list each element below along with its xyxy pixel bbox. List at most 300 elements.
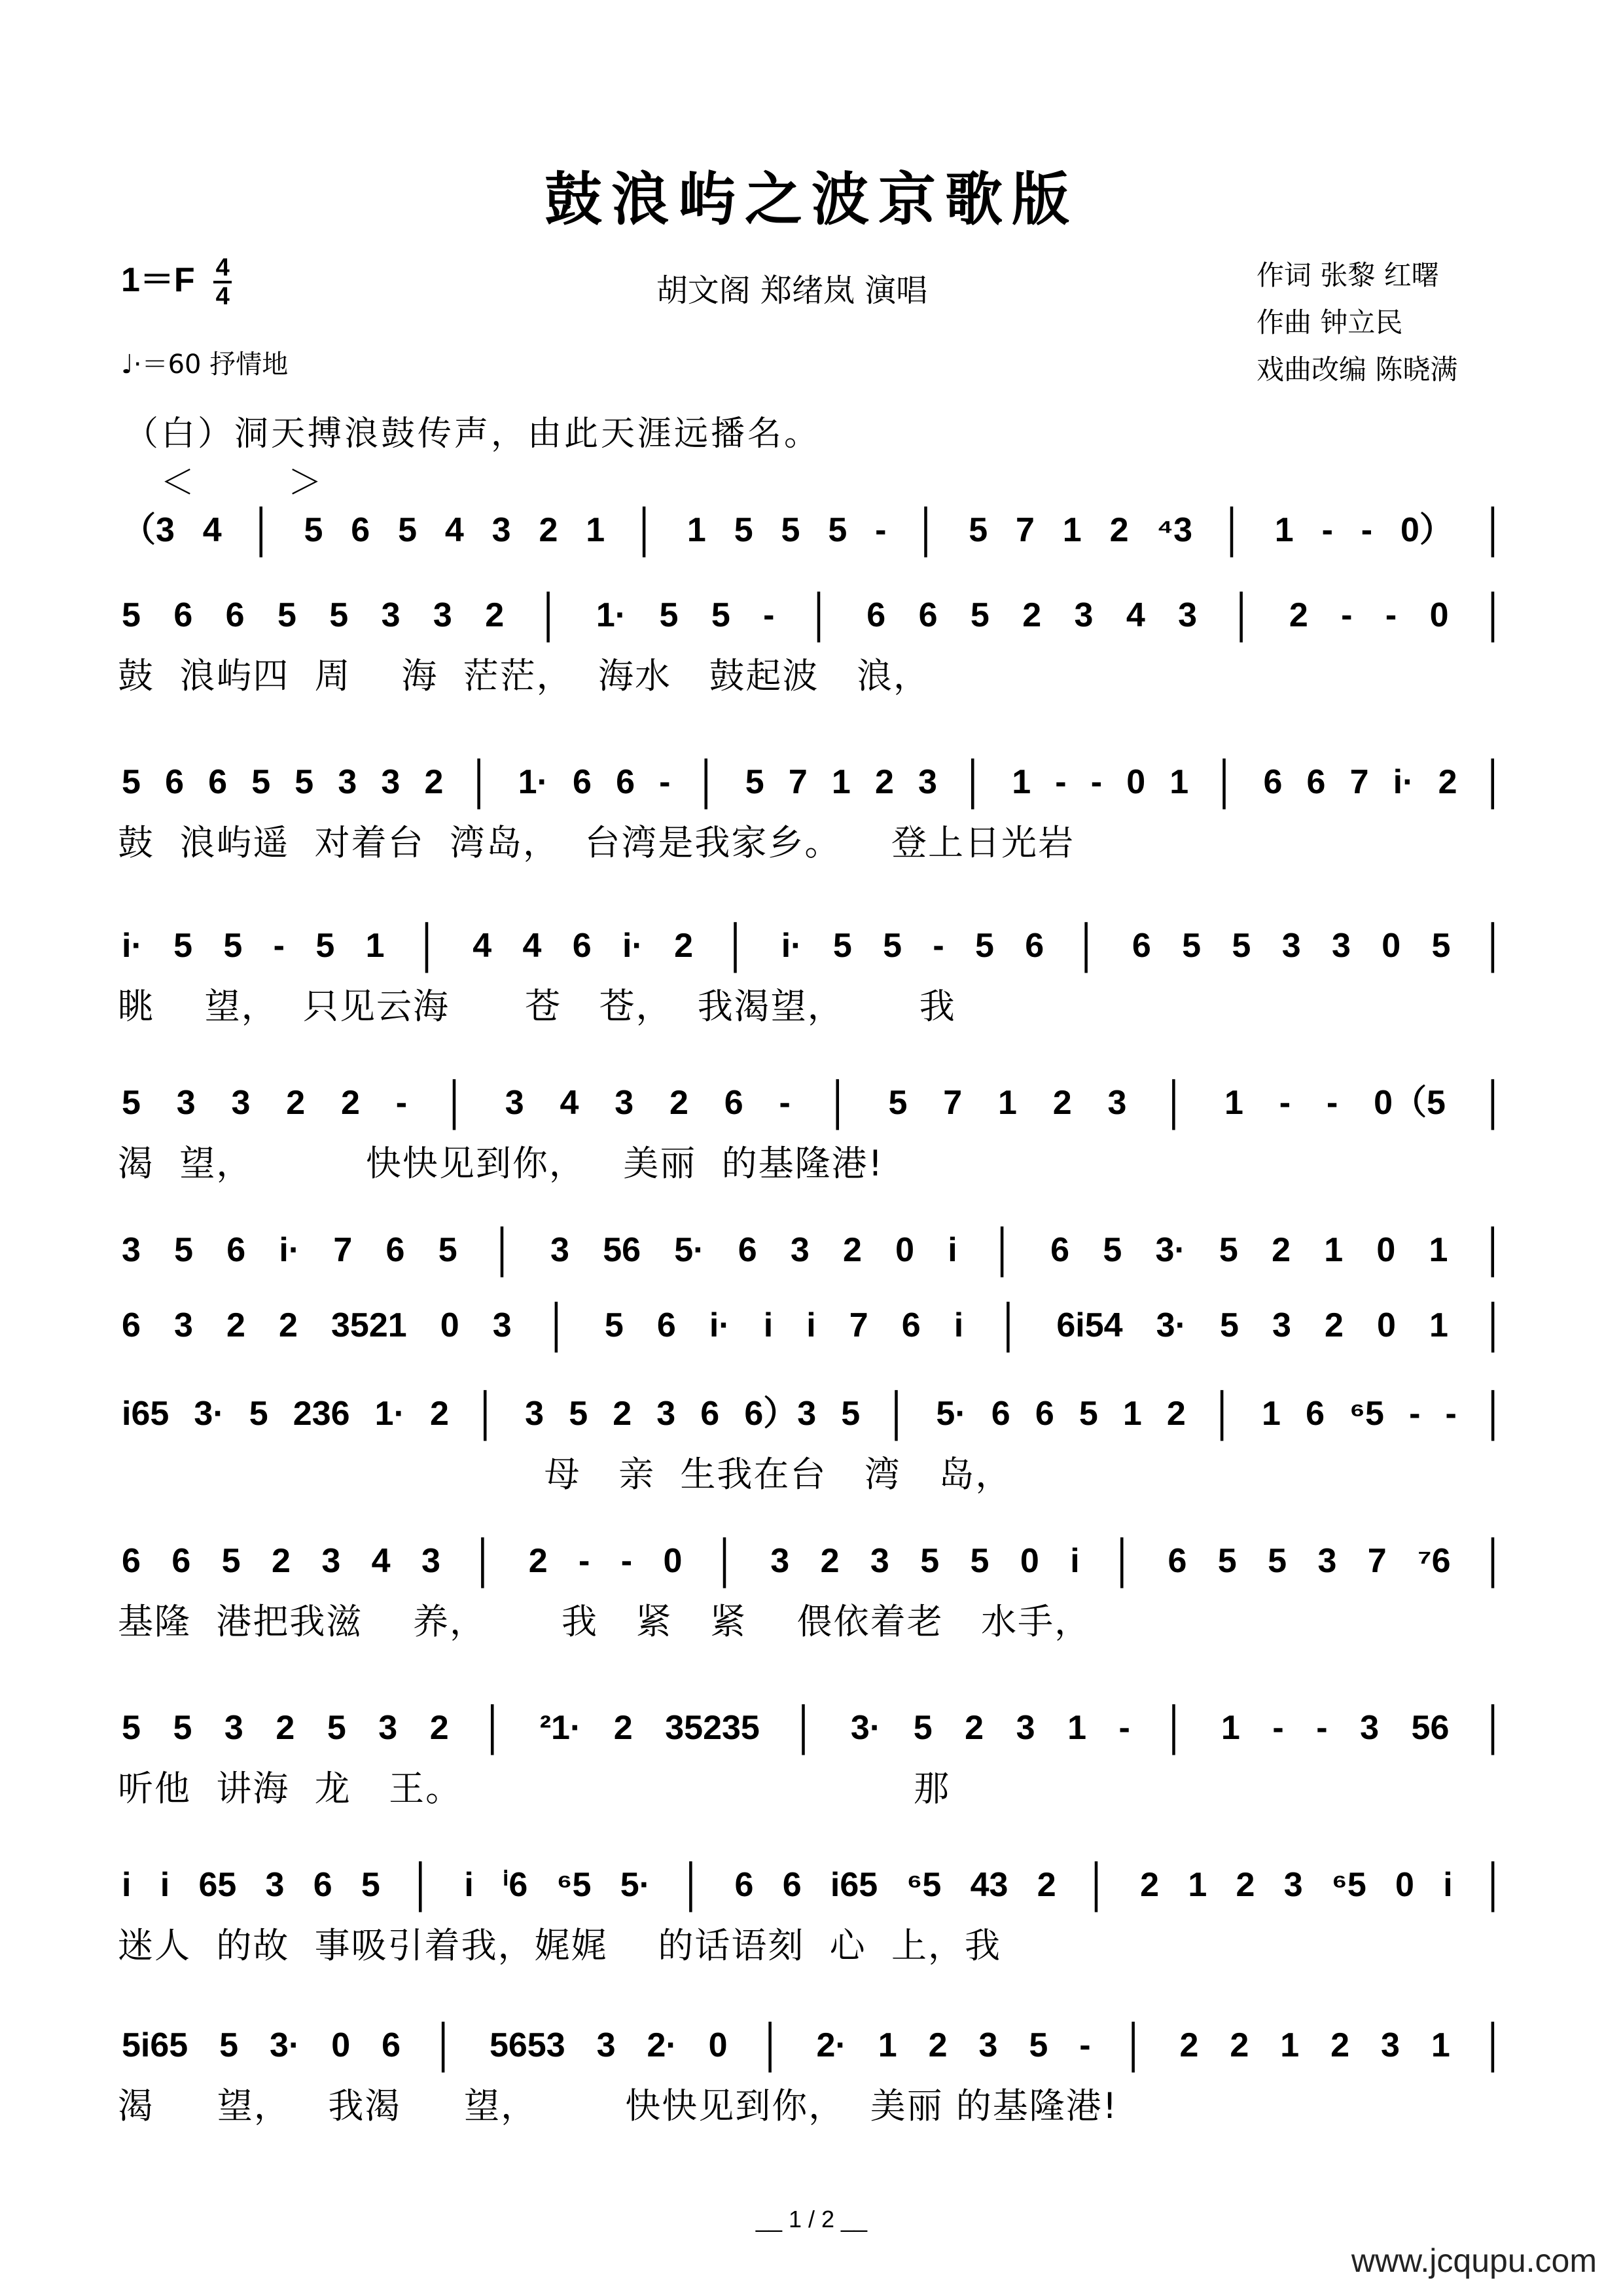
notation [118, 913, 1512, 969]
note: 1 [1062, 511, 1082, 549]
note: - [779, 1084, 791, 1122]
note: 3 [790, 1231, 810, 1269]
note: （3 [122, 511, 175, 549]
note: 5· [936, 1395, 967, 1433]
note: 0 [663, 1542, 683, 1580]
note: 2 [276, 1709, 295, 1747]
note: 5 [734, 511, 753, 549]
barline: │ [1162, 1079, 1189, 1126]
barline: │ [1210, 1390, 1237, 1437]
note: ⁴3 [1156, 511, 1193, 549]
barline: │ [1481, 759, 1508, 806]
note: 6 [1050, 1231, 1070, 1269]
barline: │ [415, 922, 442, 969]
note: 3· [850, 1709, 882, 1747]
barline: │ [1481, 592, 1508, 639]
note: 5i65 [122, 2026, 188, 2064]
barline: │ [914, 507, 941, 554]
note: i [954, 1306, 964, 1344]
barline: │ [1481, 1227, 1508, 1274]
note: 1 [365, 927, 385, 965]
note: 0 [1429, 596, 1449, 634]
lyrics: 眺 望， 只见云海 苍 苍， 我渴望， 我 [118, 986, 956, 1027]
note: 5 [249, 1395, 268, 1433]
note: 6 [1168, 1542, 1187, 1580]
note: 3 [870, 1542, 889, 1580]
barline: │ [432, 2022, 458, 2069]
note: 5 [975, 927, 994, 965]
score-line-9 [118, 1528, 1512, 1642]
note: 7 [1015, 511, 1035, 549]
note: ²1· [539, 1709, 582, 1747]
note: 6 [901, 1306, 921, 1344]
barline: │ [490, 1227, 517, 1274]
barline: │ [471, 1537, 498, 1585]
note: 7 [1367, 1542, 1387, 1580]
note: 7 [943, 1084, 963, 1122]
score-line-7 [118, 1293, 1512, 1365]
note: 6 [1025, 927, 1044, 965]
composer: 作曲 钟立民 [1257, 306, 1403, 338]
note: 5 [1431, 927, 1451, 965]
note: 2 [1324, 1306, 1344, 1344]
note: 5 [398, 511, 417, 549]
note: i· [622, 927, 643, 965]
note: 5 [832, 927, 852, 965]
note: 3· [1155, 1231, 1186, 1269]
note: 6 [165, 763, 184, 801]
note: 5 [219, 2026, 239, 2064]
credits [1257, 252, 1457, 393]
barline: │ [467, 759, 494, 806]
note: 3521 [331, 1306, 407, 1344]
note: 5 [251, 763, 271, 801]
score-line-5 [118, 1070, 1512, 1184]
note: 4 [444, 511, 464, 549]
note: 1· [518, 763, 548, 801]
barline: │ [1481, 1537, 1508, 1585]
notation [118, 749, 1512, 806]
note: 0（5 [1374, 1084, 1446, 1122]
note: - [763, 596, 775, 634]
note: 2 [279, 1306, 298, 1344]
note: 6 [724, 1084, 743, 1122]
note: 2 [674, 927, 694, 965]
note: 2 [669, 1084, 688, 1122]
note: 5 [221, 1542, 241, 1580]
note: 3 [1380, 2026, 1400, 2064]
note: 4 [371, 1542, 391, 1580]
note: 4 [522, 927, 542, 965]
note: 6 [918, 596, 938, 634]
note: 5 [711, 596, 730, 634]
note: 5 [883, 927, 902, 965]
barline: │ [1162, 1704, 1189, 1751]
note: 1 [1280, 2026, 1300, 2064]
note: 5 [122, 1084, 141, 1122]
note: 5 [173, 1709, 192, 1747]
note: 5 [122, 763, 141, 801]
note: 2 [843, 1231, 862, 1269]
barline: │ [1481, 507, 1508, 554]
note: 1 [878, 2026, 897, 2064]
note: 6 [1263, 763, 1283, 801]
note: 5 [659, 596, 679, 634]
note: 35235 [665, 1709, 760, 1747]
note: 6 [734, 1866, 754, 1904]
barline: │ [633, 507, 660, 554]
note: 0 [708, 2026, 728, 2064]
note: 1 [997, 1084, 1017, 1122]
note: i [160, 1866, 170, 1904]
note: 3 [1074, 596, 1094, 634]
note: ⁶5 [1331, 1866, 1366, 1904]
note: 6 [1035, 1395, 1054, 1433]
note: 5653 [489, 2026, 565, 2064]
note: 6 [1132, 927, 1151, 965]
note: 5 [569, 1395, 588, 1433]
note: 6 [738, 1231, 757, 1269]
note: - [579, 1542, 590, 1580]
note: 2 [1272, 1231, 1291, 1269]
note: i [763, 1306, 774, 1344]
note: 6i54 [1056, 1306, 1123, 1344]
barline: │ [1481, 1390, 1508, 1437]
note: i [1070, 1542, 1080, 1580]
note: 1 [1262, 1395, 1281, 1433]
note: - [1118, 1709, 1130, 1747]
note: 5· [674, 1231, 705, 1269]
note: 5 [1268, 1542, 1287, 1580]
note: 5 [294, 763, 314, 801]
barline: │ [1481, 1704, 1508, 1751]
note: 3 [1272, 1306, 1291, 1344]
note: 1 [1431, 2026, 1450, 2064]
note: 2 [286, 1084, 306, 1122]
note: 6 [572, 927, 592, 965]
note: - [1326, 1084, 1338, 1122]
barline: │ [1084, 1861, 1111, 1909]
note: 5 [745, 763, 764, 801]
notation [118, 1293, 1512, 1349]
note: 5 [913, 1709, 933, 1747]
barline: │ [1481, 1302, 1508, 1349]
notation [118, 1695, 1512, 1751]
note: i [806, 1306, 816, 1344]
note: 6 [385, 1231, 405, 1269]
note: 5 [1232, 927, 1251, 965]
note: 5 [1182, 927, 1202, 965]
note: 3 [381, 596, 401, 634]
lyrics: 鼓 浪屿遥 对着台 湾岛， 台湾是我家乡。 登上日光岩 [118, 822, 1075, 863]
note: 2 [429, 1709, 449, 1747]
score-line-10 [118, 1695, 1512, 1809]
barline: │ [1481, 1079, 1508, 1126]
note: - [1055, 763, 1067, 801]
note: 2 [226, 1306, 245, 1344]
note: 5· [620, 1866, 651, 1904]
note: 5 [1029, 2026, 1048, 2064]
note: 5 [888, 1084, 908, 1122]
notation [118, 583, 1512, 639]
note: 0 [1376, 1306, 1396, 1344]
note: 4 [473, 927, 492, 965]
note: 236 [293, 1395, 350, 1433]
barline: │ [1481, 2022, 1508, 2069]
note: 2 [613, 1395, 632, 1433]
note: 3 [231, 1084, 251, 1122]
note: - [875, 511, 887, 549]
note: 5 [174, 1231, 194, 1269]
note: - [620, 1542, 633, 1580]
crescendo-mark: ＜ [160, 463, 195, 503]
note: 0 [1376, 1231, 1396, 1269]
note: 2 [1109, 511, 1129, 549]
note: 1 [1221, 1709, 1240, 1747]
barline: │ [1220, 507, 1247, 554]
note: 2· [647, 2026, 677, 2064]
lyrics: 听他 讲海 龙 王。 那 [118, 1768, 951, 1809]
note: 6 [122, 1542, 141, 1580]
barline: │ [1213, 759, 1240, 806]
note: 7 [788, 763, 808, 801]
note: 3 [1281, 927, 1301, 965]
note: i65 [830, 1866, 878, 1904]
note: 3 [265, 1866, 285, 1904]
note: 6）3 [744, 1395, 817, 1433]
note: 3 [525, 1395, 544, 1433]
note: 5 [315, 927, 335, 965]
note: 43 [970, 1866, 1008, 1904]
note: 5 [277, 596, 296, 634]
note: 6 [782, 1866, 802, 1904]
note: 0 [1020, 1542, 1039, 1580]
note: 3 [550, 1231, 569, 1269]
note: 0 [331, 2026, 351, 2064]
note: 2 [539, 511, 558, 549]
note: 2 [965, 1709, 984, 1747]
note: 2 [1022, 596, 1042, 634]
note: 5 [122, 1709, 141, 1747]
barline: │ [1122, 2022, 1149, 2069]
note: 5 [1103, 1231, 1122, 1269]
barline: │ [474, 1390, 501, 1437]
note: 56 [1411, 1709, 1450, 1747]
note: 2 [820, 1542, 840, 1580]
note: 5 [920, 1542, 940, 1580]
note: i· [279, 1231, 300, 1269]
barline: │ [961, 759, 988, 806]
note: 6 [225, 596, 245, 634]
note: 7 [849, 1306, 868, 1344]
note: 6 [382, 2026, 401, 2064]
note: 6 [573, 763, 592, 801]
note: - [1090, 763, 1103, 801]
barline: │ [807, 592, 834, 639]
note: 3 [1107, 1084, 1127, 1122]
note: 7 [1349, 763, 1369, 801]
note: 0 [1395, 1866, 1414, 1904]
note: i [1443, 1866, 1453, 1904]
note: i [948, 1231, 957, 1269]
note: 6 [1306, 1395, 1325, 1433]
page-title: 鼓浪屿之波京歌版 [544, 165, 1079, 233]
time-signature: $\frac{4}{4}$ [213, 255, 232, 310]
note: 3 [1331, 927, 1351, 965]
note: 6 [656, 1306, 676, 1344]
note: - [273, 927, 285, 965]
note: 2 [613, 1709, 633, 1747]
note: 3· [270, 2026, 300, 2064]
note: 1 [1224, 1084, 1243, 1122]
note: 6 [1306, 763, 1326, 801]
note: 3· [1156, 1306, 1186, 1344]
note: 3 [596, 2026, 616, 2064]
notation [118, 1070, 1512, 1126]
note: 65 [198, 1866, 237, 1904]
lyrics: 基隆 港把我滋 养， 我 紧 紧 偎依着老 水手， [118, 1601, 1092, 1642]
lyrics: 渴 望， 快快见到你， 美丽 的基隆港! [118, 1143, 884, 1184]
barline: │ [1111, 1537, 1137, 1585]
note: 6 [171, 1542, 191, 1580]
note: 2· [816, 2026, 847, 2064]
note: - [1445, 1395, 1457, 1433]
note: 6 [700, 1395, 720, 1433]
note: 56 [603, 1231, 641, 1269]
note: 5 [438, 1231, 457, 1269]
note: 2 [1166, 1395, 1186, 1433]
note: - [1361, 511, 1373, 549]
note: 3 [378, 1709, 398, 1747]
note: 1 [831, 763, 851, 801]
arranger: 戏曲改编 陈晓满 [1257, 353, 1458, 386]
note: 3 [321, 1542, 341, 1580]
note: 5 [1219, 1306, 1239, 1344]
barline: │ [826, 1079, 853, 1126]
notation [118, 1528, 1512, 1585]
note: 2 [1230, 2026, 1249, 2064]
barline: │ [409, 1861, 436, 1909]
notation [118, 2013, 1512, 2069]
note: 6 [208, 763, 228, 801]
score-line-3 [118, 749, 1512, 863]
note: 3 [338, 763, 357, 801]
barline: │ [537, 592, 563, 639]
note: 5 [970, 1542, 990, 1580]
note: 1 [1188, 1866, 1207, 1904]
note: 0 [895, 1231, 915, 1269]
barline: │ [758, 2022, 785, 2069]
note: - [1385, 596, 1397, 634]
note: - [1279, 1084, 1291, 1122]
score-line-8 [118, 1381, 1512, 1495]
key-label: 1＝F [121, 261, 195, 299]
note: 5 [1217, 1542, 1237, 1580]
barline: │ [544, 1302, 571, 1349]
barline: │ [442, 1079, 469, 1126]
barline: │ [792, 1704, 819, 1751]
note: ⁱ6 [503, 1866, 528, 1904]
note: i· [709, 1306, 730, 1344]
note: 3 [1016, 1709, 1035, 1747]
singers: 胡文阁 郑绪岚 演唱 [656, 272, 928, 309]
note: 2 [874, 763, 894, 801]
note: 2 [1052, 1084, 1072, 1122]
notation [118, 497, 1512, 554]
barline: │ [694, 759, 721, 806]
note: 3 [1178, 596, 1198, 634]
note: 3 [433, 596, 452, 634]
note: 0 [1126, 763, 1146, 801]
note: 5 [329, 596, 349, 634]
note: 2 [1330, 2026, 1349, 2064]
note: 1· [596, 596, 627, 634]
note: 5 [969, 511, 988, 549]
note: 5 [604, 1306, 624, 1344]
note: 0） [1400, 511, 1454, 549]
note: 4 [202, 511, 222, 549]
note: 5 [223, 927, 243, 965]
note: 5 [781, 511, 800, 549]
note: 0 [440, 1306, 459, 1344]
note: 2 [528, 1542, 548, 1580]
note: 3 [492, 1306, 512, 1344]
note: 3· [194, 1395, 224, 1433]
note: i· [1393, 763, 1414, 801]
barline: │ [1481, 1861, 1508, 1909]
decrescendo-mark: ＞ [288, 463, 323, 503]
note: - [1341, 596, 1353, 634]
note: - [395, 1084, 408, 1122]
note: 3 [174, 1306, 193, 1344]
note: 1 [1429, 1231, 1448, 1269]
note: ⁶5 [556, 1866, 592, 1904]
notation [118, 1381, 1512, 1437]
narration: （白）洞天搏浪鼓传声，由此天涯远播名。 [124, 414, 821, 454]
note: 5 [828, 511, 847, 549]
notation [118, 1852, 1512, 1909]
note: 6 [226, 1231, 246, 1269]
note: 2 [928, 2026, 948, 2064]
note: 5 [1219, 1231, 1238, 1269]
watermark-link[interactable]: www.jcqupu.com [1351, 2242, 1597, 2279]
note: 5 [304, 511, 323, 549]
barline: │ [1075, 922, 1101, 969]
note: 2 [341, 1084, 360, 1122]
barline: │ [679, 1861, 706, 1909]
barline: │ [1481, 922, 1508, 969]
note: 3 [918, 763, 937, 801]
note: - [933, 927, 944, 965]
note: 5 [841, 1395, 861, 1433]
barline: │ [724, 922, 751, 969]
note: 1 [1012, 763, 1031, 801]
barline: │ [990, 1227, 1017, 1274]
note: 1 [687, 511, 706, 549]
note: 5 [970, 596, 990, 634]
note: 5 [361, 1866, 380, 1904]
note: 1· [374, 1395, 405, 1433]
barline: │ [1230, 592, 1257, 639]
note: 3 [1283, 1866, 1303, 1904]
note: - [1272, 1709, 1284, 1747]
note: 1 [1274, 511, 1294, 549]
note: ⁶5 [906, 1866, 942, 1904]
note: 2 [271, 1542, 291, 1580]
note: 1 [1122, 1395, 1142, 1433]
score-line-4 [118, 913, 1512, 1027]
note: 6 [991, 1395, 1010, 1433]
